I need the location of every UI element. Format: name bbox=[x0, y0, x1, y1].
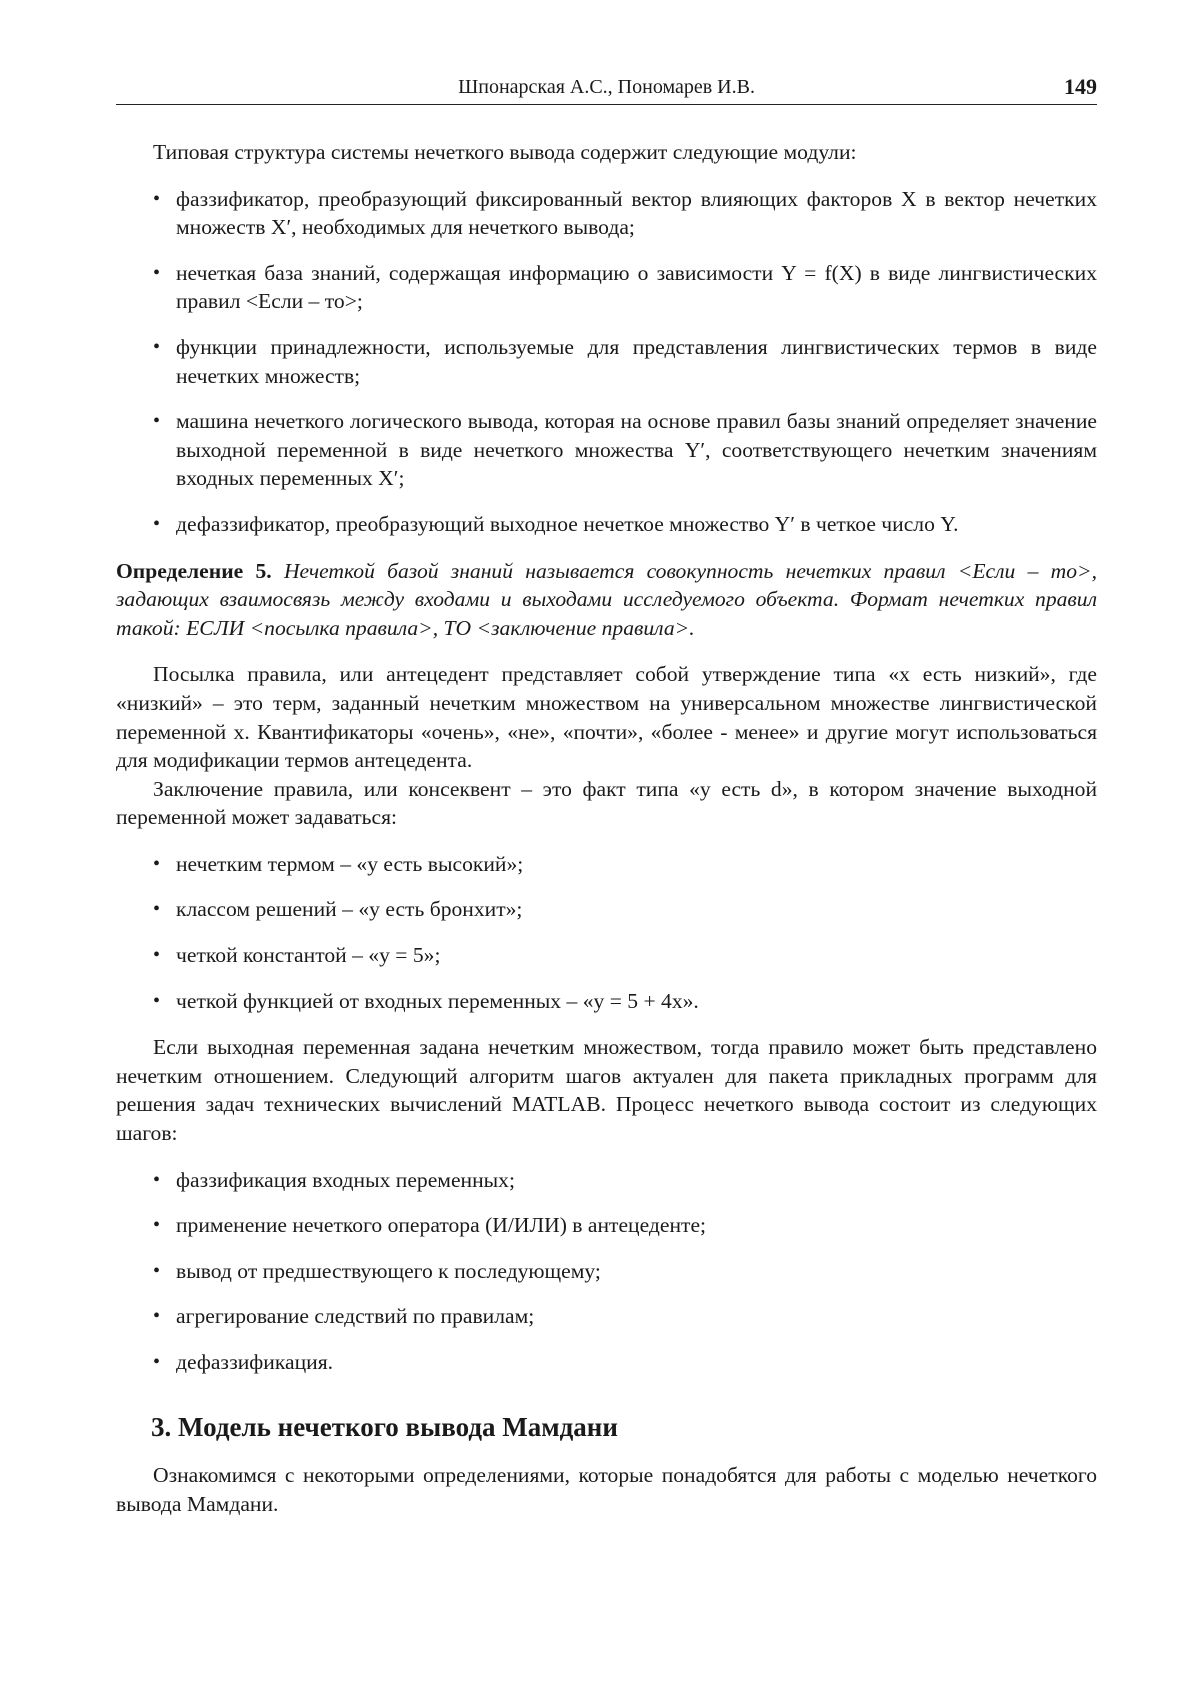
bullet-icon: • bbox=[153, 512, 161, 535]
consequent-paragraph: Заключение правила, или консеквент – это факт типа «y есть d», в котором значение выходной переменной может задаваться: bbox=[116, 776, 1097, 830]
definition-label: Определение 5. bbox=[116, 558, 272, 583]
list-item bbox=[116, 850, 1097, 879]
running-header bbox=[116, 72, 1097, 105]
list-item bbox=[116, 1257, 1097, 1286]
bullet-icon: • bbox=[153, 187, 161, 210]
intro-paragraph: Типовая структура системы нечеткого вывода содержит следующие модули: bbox=[153, 140, 857, 164]
bullet-icon: • bbox=[153, 852, 161, 875]
step-item-5: дефаззификация. bbox=[176, 1350, 334, 1374]
bullet-icon: • bbox=[153, 410, 161, 433]
list-item bbox=[116, 941, 1097, 970]
bullet-icon: • bbox=[153, 1259, 161, 1282]
steps-list bbox=[116, 1166, 1097, 1377]
bullet-icon: • bbox=[153, 335, 161, 358]
consequent-item-2: классом решений – «y есть бронхит»; bbox=[176, 897, 523, 922]
list-item bbox=[116, 1348, 1097, 1377]
step-item-2: применение нечеткого оператора (И/ИЛИ) в антецеденте; bbox=[176, 1213, 707, 1238]
bullet-icon: • bbox=[153, 261, 161, 284]
header-authors: Шпонарская А.С., Пономарев И.В. bbox=[458, 76, 755, 98]
list-item bbox=[116, 407, 1097, 493]
step-item-3: вывод от предшествующего к последующему; bbox=[176, 1258, 601, 1283]
section-heading: 3. Модель нечеткого вывода Мамдани bbox=[151, 1411, 618, 1442]
step-item-1: фаззификация входных переменных; bbox=[176, 1167, 515, 1192]
bullet-icon: • bbox=[153, 898, 161, 921]
list-item bbox=[116, 895, 1097, 924]
process-paragraph: Если выходная переменная задана нечетким множеством, тогда правило может быть представлено нечетким отношением. Следующий алгоритм шагов актуален для пакета прикладных программ для решения задач технических вычислений MATLAB. Процесс нечеткого вывода состоит из следующих шагов: bbox=[116, 1035, 1097, 1146]
bullet-icon: • bbox=[153, 944, 161, 967]
bullet-icon: • bbox=[153, 1351, 161, 1373]
module-item-1: фаззификатор, преобразующий фиксированный вектор влияющих факторов X в вектор нечетких множеств X′, необходимых для нечеткого вывода; bbox=[176, 186, 1097, 240]
list-item bbox=[116, 1166, 1097, 1195]
list-item bbox=[116, 987, 1097, 1016]
list-item bbox=[116, 333, 1097, 390]
module-item-2: нечеткая база знаний, содержащая информацию о зависимости Y = f(X) в виде лингвистических правил <Если – то>; bbox=[176, 260, 1097, 314]
consequent-list bbox=[116, 850, 1097, 1015]
list-item bbox=[116, 185, 1097, 242]
definition-text: Нечеткой базой знаний называется совокупность нечетких правил <Если – то>, задающих взаимосвязь между входами и выходами исследуемого объекта. Формат нечетких правил такой: ЕСЛИ <посылка правила>, ТО <заключение правила>. bbox=[116, 558, 1097, 640]
bullet-icon: • bbox=[153, 1214, 161, 1237]
page-number: 149 bbox=[1064, 74, 1097, 99]
bullet-icon: • bbox=[153, 1305, 161, 1328]
list-item bbox=[116, 1211, 1097, 1240]
antecedent-paragraph: Посылка правила, или антецедент представляет собой утверждение типа «x есть низкий», где «низкий» – это терм, заданный нечетким множеством на универсальном множестве лингвистической переменной x. Квантификаторы «очень», «не», «почти», «более - менее» и другие могут использоваться для модификации термов антецедента. bbox=[116, 662, 1097, 773]
list-item bbox=[116, 1302, 1097, 1331]
modules-list bbox=[116, 185, 1097, 539]
consequent-item-3: четкой константой – «y = 5»; bbox=[176, 943, 441, 968]
module-item-5: дефаззификатор, преобразующий выходное нечеткое множество Y′ в четкое число Y. bbox=[176, 511, 959, 536]
consequent-item-4: четкой функцией от входных переменных – «y = 5 + 4x». bbox=[176, 988, 699, 1013]
module-item-3: функции принадлежности, используемые для представления лингвистических термов в виде нечетких множеств; bbox=[176, 334, 1097, 388]
list-item bbox=[116, 510, 1097, 539]
consequent-item-1: нечетким термом – «y есть высокий»; bbox=[176, 851, 524, 876]
list-item bbox=[116, 259, 1097, 316]
step-item-4: агрегирование следствий по правилам; bbox=[176, 1304, 535, 1329]
bullet-icon: • bbox=[153, 989, 161, 1012]
definition-5 bbox=[116, 557, 1097, 643]
section-paragraph: Ознакомимся с некоторыми определениями, которые понадобятся для работы с моделью нечеткого вывода Мамдани. bbox=[116, 1463, 1097, 1516]
page-body bbox=[116, 138, 1097, 1518]
module-item-4: машина нечеткого логического вывода, которая на основе правил базы знаний определяет значение выходной переменной в виде нечеткого множества Y′, соответствующего нечетким значениям входных переменных X′; bbox=[176, 409, 1097, 491]
bullet-icon: • bbox=[153, 1168, 161, 1191]
